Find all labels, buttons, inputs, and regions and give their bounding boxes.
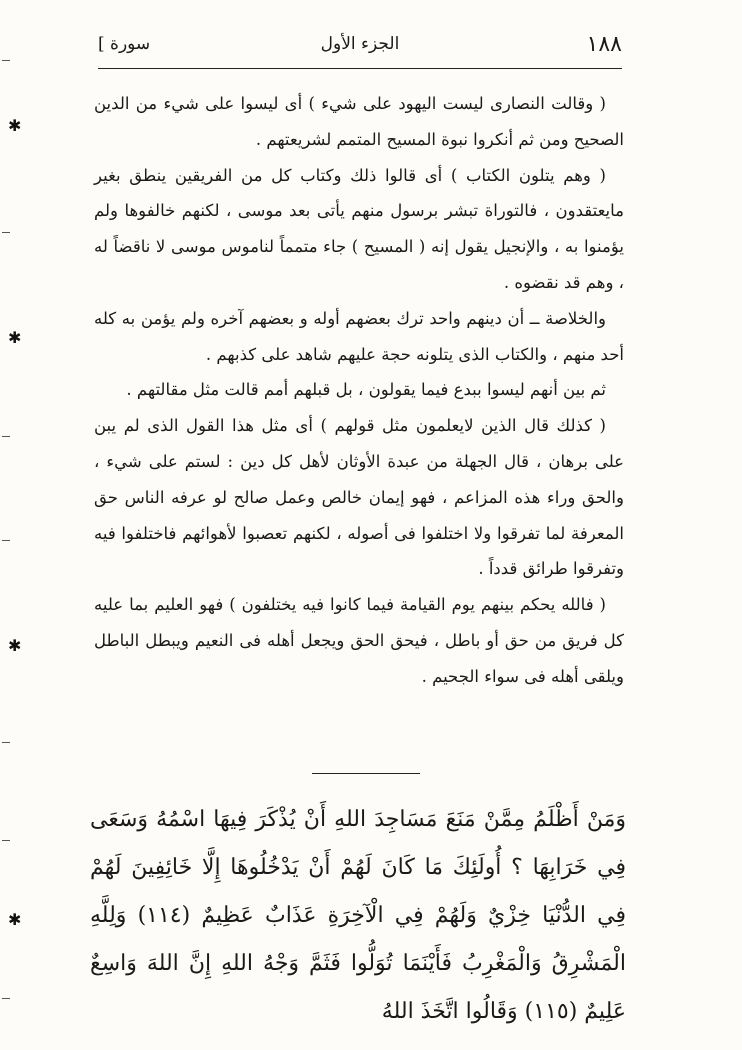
commentary-paragraph: والخلاصة ــ أن دينهم واحد ترك بعضهم أوله و بعضهم آخره ولم يؤمن به كله أحد منهم ، والكتاب الذى يتلونه حجة عليهم شاهد على كذبهم . bbox=[94, 308, 624, 364]
margin-tick bbox=[2, 60, 10, 61]
verses-text: وَمَنْ أَظْلَمُ مِمَّنْ مَنَعَ مَسَاجِدَ اللهِ أَنْ يُذْكَرَ فِيهَا اسْمُهُ وَسَعَى فِي خَرَابِهَا ؟ أُولَئِكَ مَا كَانَ لَهُمْ أَنْ يَدْخُلُوهَا إِلَّا خَائِفِينَ لَهُمْ فِي الدُّنْيَا خِزْيٌ وَلَهُمْ فِي الْآخِرَةِ عَذَابٌ عَظِيمٌ (١١٤) وَلِلَّهِ الْمَشْرِقُ وَالْمَغْرِبُ فَأَيْنَمَا تُوَلُّوا فَثَمَّ وَجْهُ اللهِ إِنَّ اللهَ وَاسِعٌ عَلِيمٌ (١١٥) وَقَالُوا اتَّخَذَ اللهُ bbox=[90, 807, 626, 1024]
header-rule bbox=[98, 68, 622, 69]
commentary-paragraph: ثم بين أنهم ليسوا ببدع فيما يقولون ، بل قبلهم أمم قالت مثل مقالتهم . bbox=[126, 380, 606, 400]
margin-star-mark: ✱ bbox=[8, 116, 22, 135]
quran-verses bbox=[90, 796, 626, 1036]
part-title: الجزء الأول bbox=[320, 34, 400, 54]
commentary-paragraph: ( وهم يتلون الكتاب ) أى قالوا ذلك وكتاب كل من الفريقين ينطق بغير مايعتقدون ، فالتوراة تبشر برسول منهم يأتى بعد موسى ، لكنهم خالفوها ولم يؤمنوا به ، والإنجيل يقول إنه ( المسيح ) جاء متمماً لناموس موسى لا ناقضاً له ، وهم قد نقضوه . bbox=[94, 165, 624, 292]
section-separator bbox=[312, 773, 420, 774]
margin-star-mark: ✱ bbox=[8, 636, 22, 655]
page-header bbox=[98, 28, 622, 68]
margin-star-mark: ✱ bbox=[8, 328, 22, 347]
surah-label: سورة ] bbox=[98, 34, 151, 54]
margin-tick bbox=[2, 998, 10, 999]
commentary-paragraph: ( فالله يحكم بينهم يوم القيامة فيما كانوا فيه يختلفون ) فهو العليم بما عليه كل فريق من حق أو باطل ، فيحق الحق ويجعل أهله فى النعيم ويبطل الباطل ويلقى أهله فى سواء الجحيم . bbox=[94, 595, 624, 686]
margin-tick bbox=[2, 436, 10, 437]
margin-tick bbox=[2, 840, 10, 841]
commentary-paragraph: ( كذلك قال الذين لايعلمون مثل قولهم ) أى مثل هذا القول الذى لم يبن على برهان ، قال الجهلة من عبدة الأوثان لأهل كل دين : لستم على شيء ، والحق وراء هذه المزاعم ، فهو إيمان خالص وعمل صالح لو عرفه الناس حق المعرفة لما تفرقوا ولا اختلفوا فى أصوله ، لكنهم تعصبوا لأهوائهم فاختلفوا فيه وتفرقوا طرائق قدداً . bbox=[94, 416, 624, 579]
margin-tick bbox=[2, 742, 10, 743]
margin-tick bbox=[2, 540, 10, 541]
commentary-paragraph: ( وقالت النصارى ليست اليهود على شيء ) أى ليسوا على شيء من الدين الصحيح ومن ثم أنكروا نبوة المسيح المتمم لشريعتهم . bbox=[94, 94, 624, 149]
commentary-text bbox=[94, 86, 624, 695]
margin-star-mark: ✱ bbox=[8, 910, 22, 929]
margin-tick bbox=[2, 232, 10, 233]
page-number: ١٨٨ bbox=[586, 32, 622, 57]
